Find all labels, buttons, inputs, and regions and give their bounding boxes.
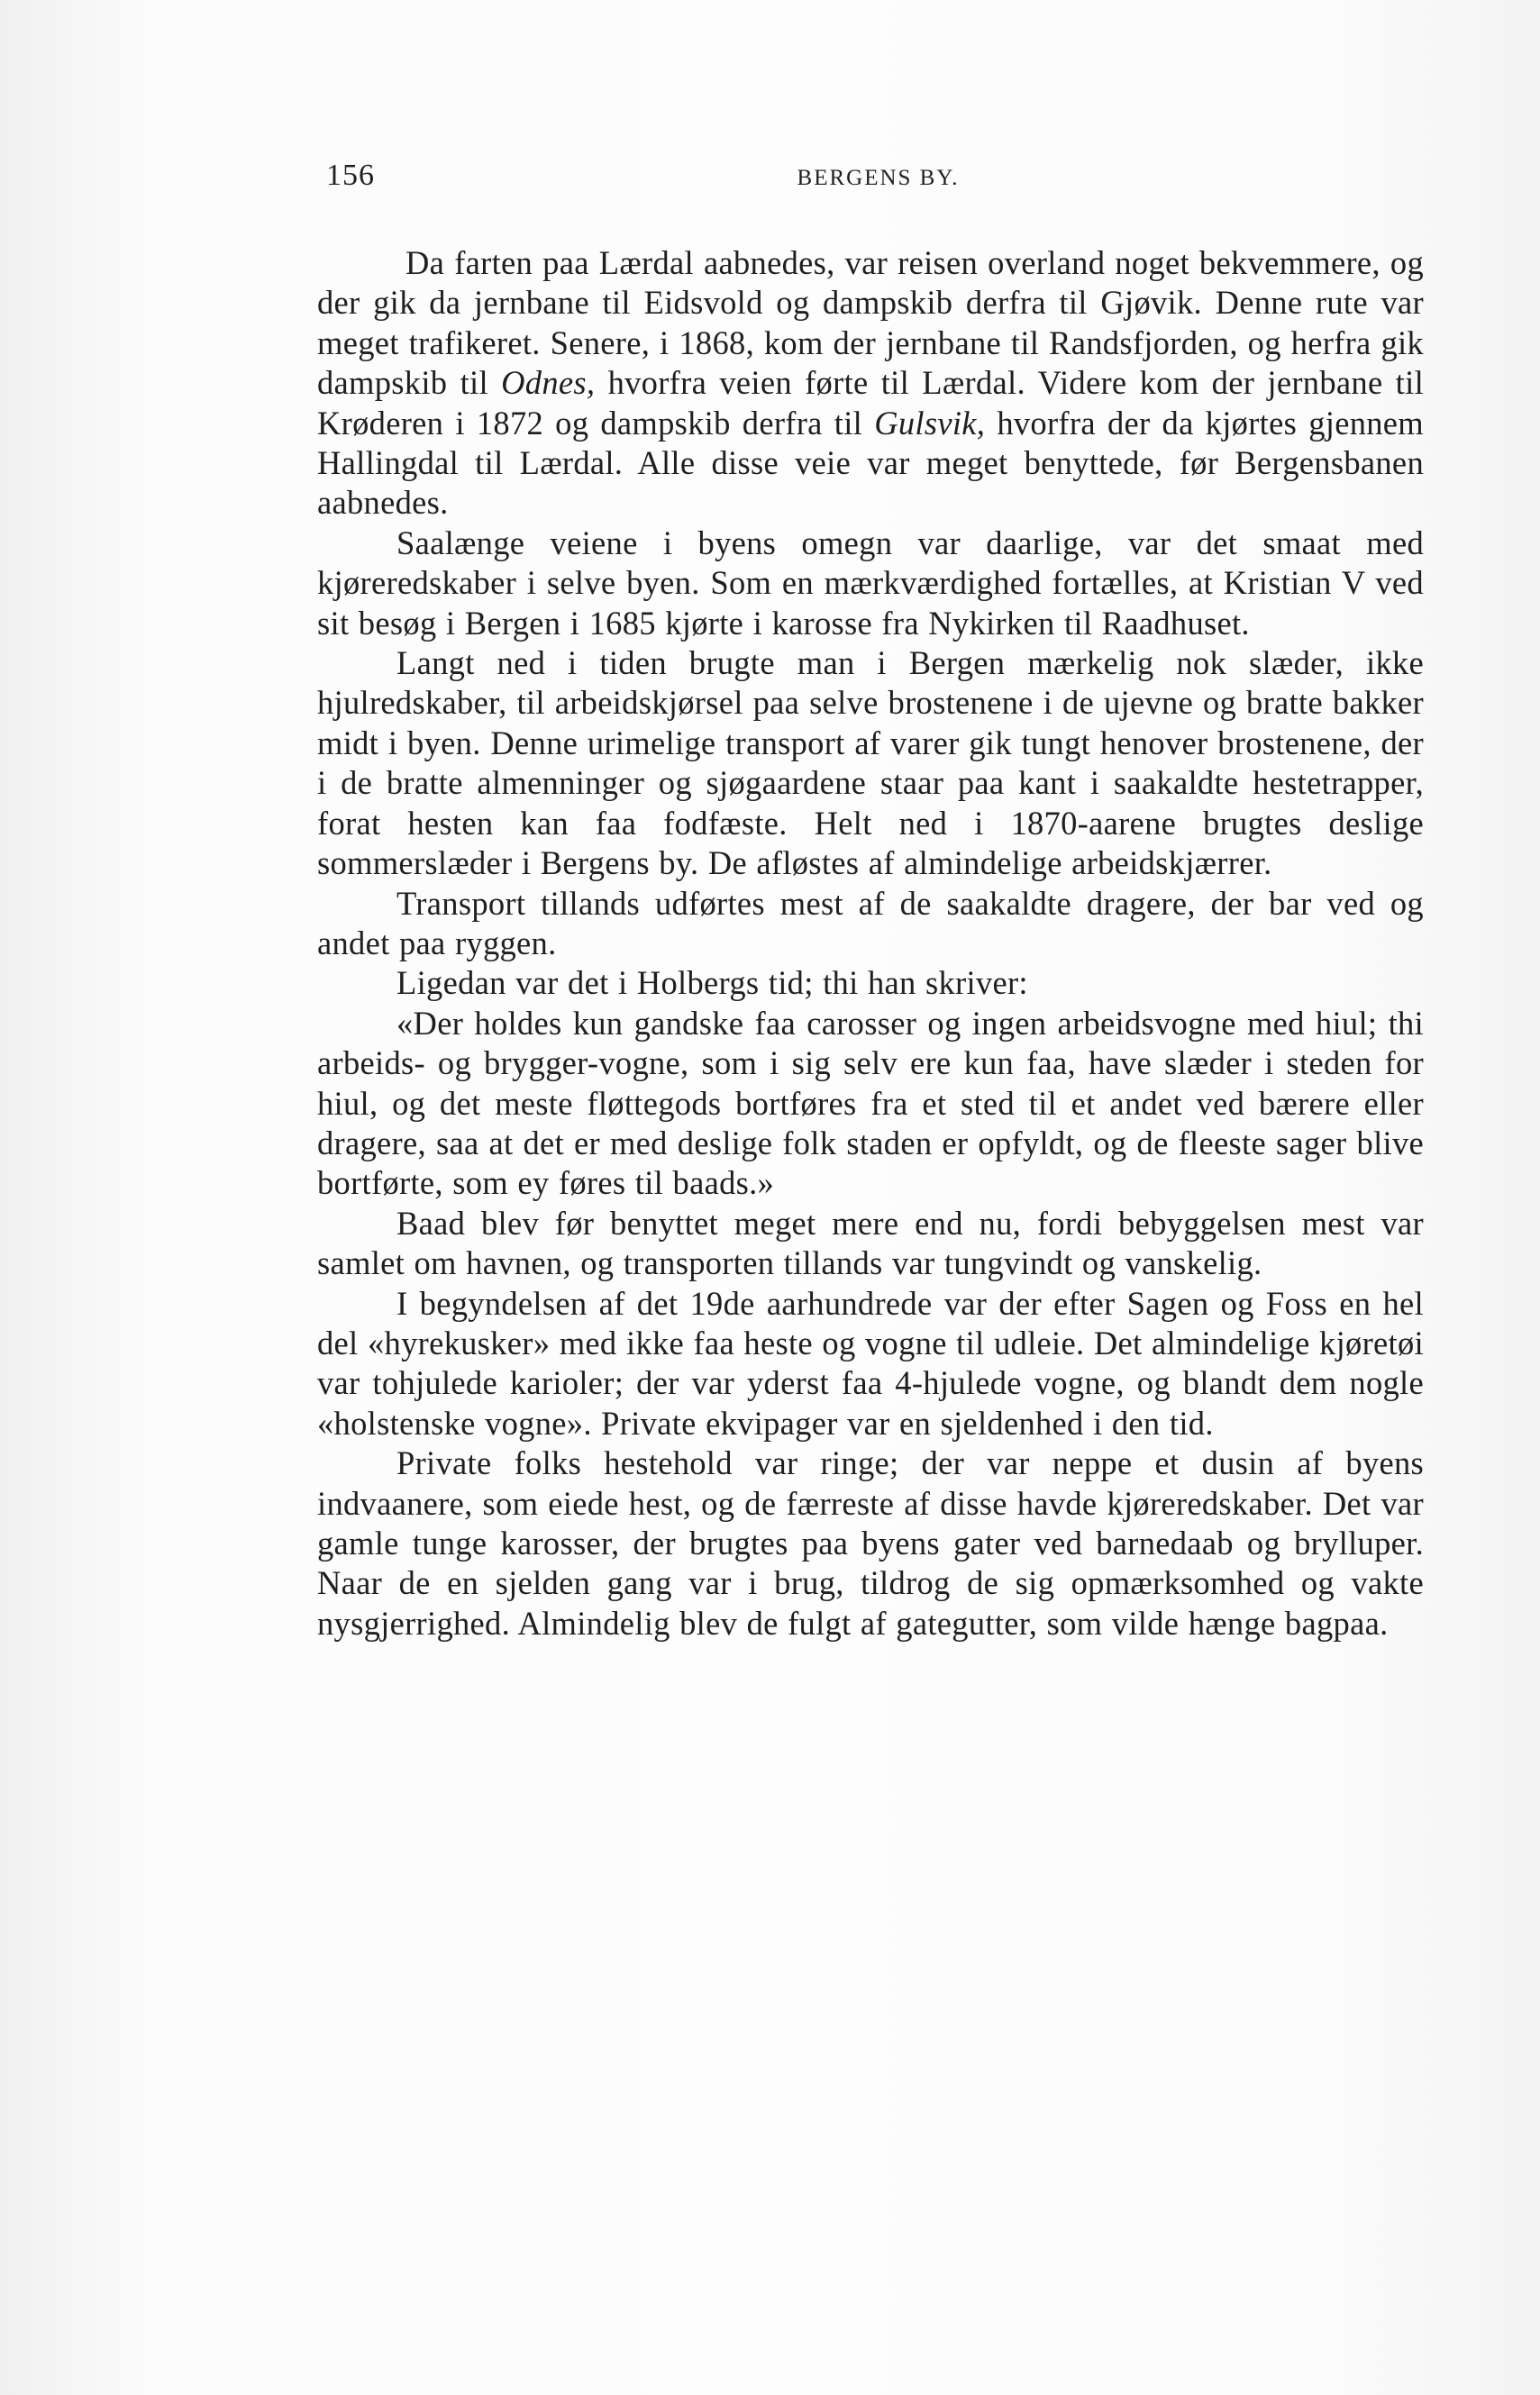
text-run: hvorfra der da kjørtes gjennem Hallingdal til Lærdal. Alle disse veie var meget benyttede, før Bergensbanen aabnedes. <box>317 404 1424 522</box>
body-text <box>317 243 1424 1644</box>
paragraph-holberg-quote: «Der holdes kun gandske faa carosser og ingen arbeidsvogne med hiul; thi arbeids- og brygger-vogne, som i sig selv ere kun faa, have slæder i steden for hiul, og det meste fløttegods bortføres fra et sted til et andet ved bærere eller dragere, saa at det er med deslige folk staden er opfyldt, og de fleeste sager blive bortførte, som ey føres til baads.» <box>317 1004 1424 1202</box>
italic-place-name: Gulsvik, <box>874 404 986 442</box>
paragraph-lardal-route <box>317 243 1424 524</box>
running-head: BERGENS BY. <box>797 166 960 190</box>
italic-place-name: Odnes, <box>501 364 596 402</box>
page-header <box>326 159 1430 204</box>
page-number: 156 <box>326 159 375 192</box>
text-run: Da farten paa Lærdal aabnedes, var reisen overland noget bekvemmere, og der gik da jernbane til Eidsvold og dampskib derfra til Gjøvik. Denne rute var meget trafikeret. Senere, i 1868, kom der jernbane til Randsfjorden, og herfra gik dampskib til <box>317 244 1424 402</box>
paragraph-hyrekusker: I begyndelsen af det 19de aarhundrede var der efter Sagen og Foss en hel del «hyrekusker» med ikke faa heste og vogne til udleie. Det almindelige kjøretøi var tohjulede karioler; der var yderst faa 4-hjulede vogne, og blandt dem nogle «holstenske vogne». Private ekvipager var en sjeldenhed i den tid. <box>317 1284 1424 1442</box>
paragraph-sledges: Langt ned i tiden brugte man i Bergen mærkelig nok slæder, ikke hjulredskaber, til arbeidskjørsel paa selve brostenene i de ujevne og bratte bakker midt i byen. Denne urimelige transport af varer gik tungt henover brostenene, der i de bratte almenninger og sjøgaardene staar paa kant i saakaldte hestetrapper, forat hesten kan faa fodfæste. Helt ned i 1870-aarene brugtes deslige sommerslæder i Bergens by. De afløstes af almindelige arbeidskjærrer. <box>317 644 1424 882</box>
paragraph-private-horses: Private folks hestehold var ringe; der var neppe et dusin af byens indvaanere, som eiede hest, og de færreste af disse havde kjøreredskaber. Det var gamle tunge karosser, der brugtes paa byens gater ved barnedaab og brylluper. Naar de en sjelden gang var i brug, tildrog de sig opmærksomhed og vakte nysgjerrighed. Almindelig blev de fulgt af gategutter, som vilde hænge bagpaa. <box>317 1444 1424 1642</box>
paragraph-dragere: Transport tillands udførtes mest af de saakaldte dragere, der bar ved og andet paa ryggen. <box>317 884 1424 961</box>
paragraph-vehicles-in-town: Saalænge veiene i byens omegn var daarlige, var det smaat med kjøreredskaber i selve byen. Som en mærkværdighed fortælles, at Kristian V ved sit besøg i Bergen i 1685 kjørte i karosse fra Nykirken til Raadhuset. <box>317 524 1424 642</box>
paragraph-holberg-intro: Ligedan var det i Holbergs tid; thi han skriver: <box>396 964 1028 1002</box>
text-run: hvorfra veien førte til Lærdal. Videre kom der jernbane til Krøderen i 1872 og dampskib derfra til <box>317 364 1425 442</box>
paragraph-boats: Baad blev før benyttet meget mere end nu, fordi bebyggelsen mest var samlet om havnen, og transporten tillands var tungvindt og vanskelig. <box>317 1204 1424 1282</box>
